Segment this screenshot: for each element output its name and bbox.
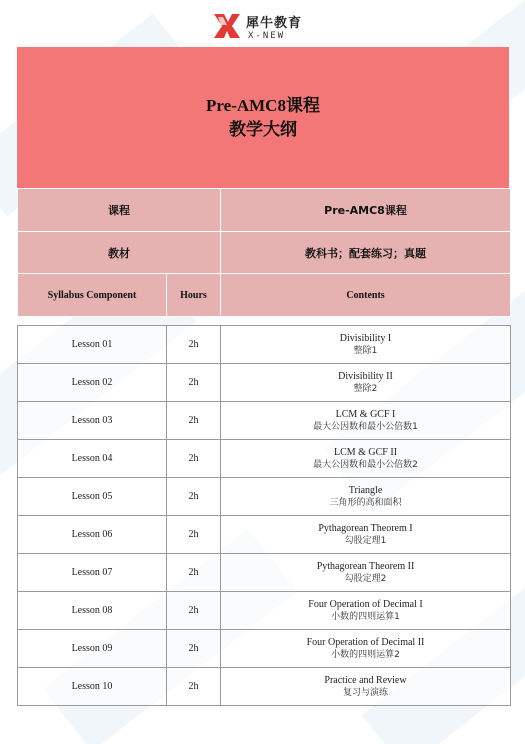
table-row (18, 668, 511, 706)
rhino-logo-icon (212, 11, 242, 41)
lesson-topic-cn: 小数的四则运算2 (331, 649, 400, 660)
lesson-name: Lesson 07 (18, 554, 167, 592)
lesson-topic-cn: 勾股定理2 (344, 573, 387, 584)
brand-name-cn: 犀牛教育 (246, 16, 303, 31)
table-row (18, 554, 511, 592)
table-row (18, 478, 511, 516)
lesson-name: Lesson 04 (18, 440, 167, 478)
table-row (18, 516, 511, 554)
table-row (18, 592, 511, 630)
lesson-name: Lesson 10 (18, 668, 167, 706)
table-row (18, 440, 511, 478)
lesson-topic-en: Four Operation of Decimal I (308, 598, 423, 610)
brand-logo (0, 0, 525, 48)
lesson-hours: 2h (167, 554, 221, 592)
lesson-name: Lesson 03 (18, 402, 167, 440)
lesson-name: Lesson 01 (18, 326, 167, 364)
col-syllabus-component: Syllabus Component (18, 274, 167, 317)
lesson-hours: 2h (167, 440, 221, 478)
lesson-contents (221, 554, 511, 592)
lesson-topic-en: Triangle (348, 484, 383, 496)
lesson-topic-en: Four Operation of Decimal II (306, 636, 425, 648)
lesson-topic-cn: 最大公因数和最小公倍数2 (313, 459, 418, 470)
lesson-hours: 2h (167, 364, 221, 402)
lesson-topic-en: Divisibility I (339, 332, 392, 344)
lesson-hours: 2h (167, 478, 221, 516)
lesson-topic-cn: 最大公因数和最小公倍数1 (313, 421, 418, 432)
table-row (18, 364, 511, 402)
lesson-topic-cn: 小数的四则运算1 (331, 611, 400, 622)
brand-name-en: X-NEW (248, 31, 286, 41)
lesson-topic-cn: 整除1 (353, 345, 378, 356)
lesson-contents (221, 364, 511, 402)
lesson-topic-en: Divisibility II (338, 370, 393, 382)
lesson-contents (221, 440, 511, 478)
lesson-topic-cn: 复习与演练 (342, 687, 388, 698)
lesson-topic-en: LCM & GCF I (335, 408, 396, 420)
lesson-hours: 2h (167, 516, 221, 554)
lesson-hours: 2h (167, 668, 221, 706)
course-info-table (17, 188, 511, 274)
lesson-name: Lesson 09 (18, 630, 167, 668)
lesson-contents (221, 516, 511, 554)
lesson-hours: 2h (167, 402, 221, 440)
table-row (18, 630, 511, 668)
lesson-name: Lesson 06 (18, 516, 167, 554)
course-label: 课程 (18, 189, 221, 232)
material-value: 教科书；配套练习；真题 (221, 232, 511, 274)
table-row (18, 402, 511, 440)
lesson-contents (221, 326, 511, 364)
page-title: Pre-AMC8课程 (206, 95, 320, 115)
material-label: 教材 (18, 232, 221, 274)
lesson-name: Lesson 05 (18, 478, 167, 516)
lessons-table (17, 325, 511, 706)
lesson-topic-cn: 勾股定理1 (344, 535, 387, 546)
lesson-topic-en: Pythagorean Theorem I (318, 522, 413, 534)
col-hours: Hours (167, 274, 221, 317)
lesson-contents (221, 668, 511, 706)
lesson-topic-cn: 整除2 (353, 383, 378, 394)
course-value: Pre-AMC8课程 (221, 189, 511, 232)
lesson-topic-en: LCM & GCF II (333, 446, 398, 458)
lesson-hours: 2h (167, 326, 221, 364)
lesson-topic-cn: 三角形的高和面积 (329, 497, 402, 508)
table-row (18, 326, 511, 364)
col-contents: Contents (221, 274, 511, 317)
lesson-hours: 2h (167, 592, 221, 630)
lesson-name: Lesson 08 (18, 592, 167, 630)
lesson-contents (221, 592, 511, 630)
lesson-hours: 2h (167, 630, 221, 668)
lesson-topic-en: Pythagorean Theorem II (316, 560, 415, 572)
lesson-contents (221, 478, 511, 516)
title-banner (17, 47, 509, 188)
lesson-contents (221, 630, 511, 668)
lesson-contents (221, 402, 511, 440)
lesson-name: Lesson 02 (18, 364, 167, 402)
lesson-topic-en: Practice and Review (324, 674, 407, 686)
page-subtitle: 教学大纲 (229, 119, 297, 140)
syllabus-header (17, 273, 511, 317)
